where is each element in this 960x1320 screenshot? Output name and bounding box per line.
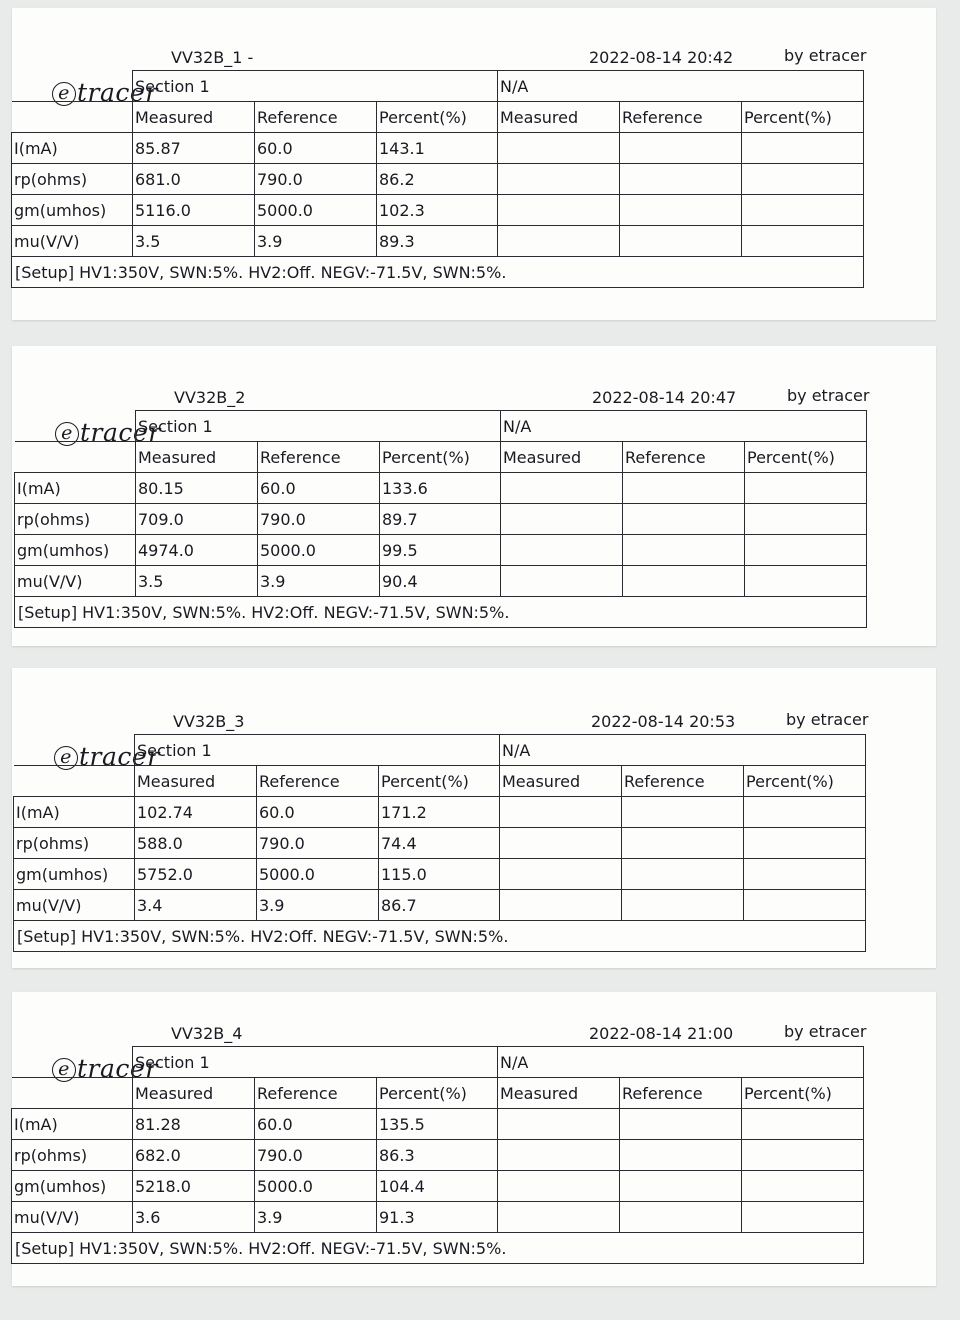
empty-cell [622,890,744,921]
setup-row [14,921,866,952]
column-header: Reference [258,442,380,473]
empty-cell [622,828,744,859]
column-header: Reference [255,1078,377,1109]
empty-cell [501,566,623,597]
table-row [14,797,866,828]
results-table [11,70,864,288]
section-2-label: N/A [500,735,866,766]
empty-cell [742,195,864,226]
empty-cell [620,226,742,257]
logo-cell [15,442,136,473]
logo-cell [12,102,133,133]
column-header: Measured [135,766,257,797]
column-header: Percent(%) [377,1078,498,1109]
reference-value: 60.0 [255,133,377,164]
measured-value: 5752.0 [135,859,257,890]
measured-value: 4974.0 [136,535,258,566]
percent-value: 74.4 [379,828,500,859]
measured-value: 5116.0 [133,195,255,226]
logo-wordmark: tracer [80,418,161,447]
logo-e-mark: e [52,82,76,106]
reference-value: 5000.0 [255,195,377,226]
author-credit: by etracer [784,46,867,65]
test-datetime: 2022-08-14 20:42 [589,48,734,67]
section-2-label: N/A [501,411,867,442]
measured-value: 709.0 [136,504,258,535]
table-row [15,535,867,566]
column-header: Measured [133,102,255,133]
measured-value: 3.4 [135,890,257,921]
logo-wordmark: tracer [77,1054,158,1083]
column-header: Percent(%) [742,1078,864,1109]
table-row [15,504,867,535]
percent-value: 102.3 [377,195,498,226]
reference-value: 60.0 [258,473,380,504]
setup-info: [Setup] HV1:350V, SWN:5%. HV2:Off. NEGV:-71.5V, SWN:5%. [12,257,864,288]
percent-value: 91.3 [377,1202,498,1233]
results-table [11,1046,864,1264]
reference-value: 5000.0 [257,859,379,890]
setup-row [15,597,867,628]
table-row [12,226,864,257]
percent-value: 104.4 [377,1171,498,1202]
empty-cell [500,828,622,859]
measured-value: 3.5 [136,566,258,597]
empty-cell [498,1140,620,1171]
test-datetime: 2022-08-14 20:53 [591,712,736,731]
table-row [12,195,864,226]
column-header-row [12,102,864,133]
empty-cell [620,1202,742,1233]
row-label: gm(umhos) [14,859,135,890]
table-row [12,1140,864,1171]
row-label: I(mA) [12,1109,133,1140]
empty-cell [745,535,867,566]
empty-cell [745,566,867,597]
row-label: mu(V/V) [12,1202,133,1233]
results-table [13,734,866,952]
empty-cell [742,1109,864,1140]
empty-cell [744,890,866,921]
logo-e-mark: e [54,746,78,770]
column-header: Reference [620,1078,742,1109]
empty-cell [498,133,620,164]
logo-cell [12,1047,133,1078]
author-credit: by etracer [784,1022,867,1041]
logo-cell [14,735,135,766]
empty-cell [620,1140,742,1171]
column-header: Measured [498,1078,620,1109]
results-table [14,410,867,628]
section-row [14,735,866,766]
row-label: I(mA) [15,473,136,504]
table-row [12,1109,864,1140]
measured-value: 3.5 [133,226,255,257]
test-datetime: 2022-08-14 21:00 [589,1024,734,1043]
setup-row [12,1233,864,1264]
row-label: rp(ohms) [12,164,133,195]
empty-cell [500,890,622,921]
empty-cell [744,828,866,859]
logo-wordmark: tracer [79,742,160,771]
row-label: gm(umhos) [12,1171,133,1202]
table-row [15,566,867,597]
row-label: gm(umhos) [12,195,133,226]
column-header: Reference [257,766,379,797]
section-row [12,71,864,102]
logo-cell [12,71,133,102]
measured-value: 102.74 [135,797,257,828]
section-row [12,1047,864,1078]
reference-value: 790.0 [257,828,379,859]
empty-cell [742,226,864,257]
reference-value: 5000.0 [255,1171,377,1202]
measured-value: 85.87 [133,133,255,164]
logo-wordmark: tracer [77,78,158,107]
row-label: mu(V/V) [14,890,135,921]
table-row [14,828,866,859]
table-row [15,473,867,504]
row-label: rp(ohms) [15,504,136,535]
column-header: Measured [500,766,622,797]
row-label: mu(V/V) [15,566,136,597]
empty-cell [623,504,745,535]
empty-cell [744,859,866,890]
row-label: gm(umhos) [15,535,136,566]
empty-cell [742,1140,864,1171]
empty-cell [742,1171,864,1202]
percent-value: 86.2 [377,164,498,195]
table-row [12,1202,864,1233]
measured-value: 5218.0 [133,1171,255,1202]
percent-value: 143.1 [377,133,498,164]
empty-cell [498,195,620,226]
measured-value: 588.0 [135,828,257,859]
empty-cell [745,504,867,535]
row-label: rp(ohms) [12,1140,133,1171]
empty-cell [500,859,622,890]
tube-name: VV32B_3 [173,712,245,731]
reference-value: 3.9 [258,566,380,597]
section-2-label: N/A [498,1047,864,1078]
test-datetime: 2022-08-14 20:47 [592,388,737,407]
column-header: Reference [620,102,742,133]
tube-name: VV32B_4 [171,1024,243,1043]
empty-cell [623,473,745,504]
test-slip [12,668,936,968]
empty-cell [620,164,742,195]
empty-cell [501,504,623,535]
table-row [14,859,866,890]
column-header: Percent(%) [377,102,498,133]
reference-value: 790.0 [255,164,377,195]
logo-e-mark: e [55,422,79,446]
empty-cell [620,1109,742,1140]
measured-value: 81.28 [133,1109,255,1140]
column-header: Reference [623,442,745,473]
empty-cell [498,1171,620,1202]
empty-cell [620,133,742,164]
reference-value: 3.9 [255,226,377,257]
empty-cell [620,1171,742,1202]
percent-value: 86.3 [377,1140,498,1171]
column-header-row [14,766,866,797]
column-header: Measured [498,102,620,133]
column-header-row [15,442,867,473]
test-slip [12,992,936,1286]
section-1-label: Section 1 [133,71,498,102]
reference-value: 60.0 [257,797,379,828]
setup-info: [Setup] HV1:350V, SWN:5%. HV2:Off. NEGV:-71.5V, SWN:5%. [12,1233,864,1264]
logo-cell [14,766,135,797]
reference-value: 790.0 [258,504,380,535]
author-credit: by etracer [787,386,870,405]
percent-value: 171.2 [379,797,500,828]
measured-value: 3.6 [133,1202,255,1233]
empty-cell [744,797,866,828]
measured-value: 80.15 [136,473,258,504]
test-slip [12,346,936,646]
empty-cell [622,859,744,890]
row-label: I(mA) [12,133,133,164]
logo-e-mark: e [52,1058,76,1082]
column-header: Percent(%) [742,102,864,133]
column-header: Percent(%) [379,766,500,797]
tube-name: VV32B_2 [174,388,246,407]
empty-cell [498,1202,620,1233]
table-row [12,1171,864,1202]
percent-value: 89.7 [380,504,501,535]
measured-value: 682.0 [133,1140,255,1171]
section-2-label: N/A [498,71,864,102]
author-credit: by etracer [786,710,869,729]
percent-value: 115.0 [379,859,500,890]
section-1-label: Section 1 [136,411,501,442]
test-slip [12,8,936,320]
setup-info: [Setup] HV1:350V, SWN:5%. HV2:Off. NEGV:-71.5V, SWN:5%. [14,921,866,952]
empty-cell [498,1109,620,1140]
empty-cell [498,226,620,257]
column-header-row [12,1078,864,1109]
logo-cell [12,1078,133,1109]
percent-value: 86.7 [379,890,500,921]
section-1-label: Section 1 [135,735,500,766]
logo-cell [15,411,136,442]
setup-row [12,257,864,288]
percent-value: 90.4 [380,566,501,597]
column-header: Reference [622,766,744,797]
column-header: Percent(%) [744,766,866,797]
column-header: Measured [133,1078,255,1109]
table-row [12,164,864,195]
table-row [12,133,864,164]
percent-value: 89.3 [377,226,498,257]
percent-value: 99.5 [380,535,501,566]
empty-cell [745,473,867,504]
column-header: Percent(%) [380,442,501,473]
empty-cell [742,164,864,195]
reference-value: 60.0 [255,1109,377,1140]
row-label: I(mA) [14,797,135,828]
column-header: Measured [136,442,258,473]
row-label: rp(ohms) [14,828,135,859]
empty-cell [500,797,622,828]
reference-value: 3.9 [255,1202,377,1233]
measured-value: 681.0 [133,164,255,195]
column-header: Measured [501,442,623,473]
setup-info: [Setup] HV1:350V, SWN:5%. HV2:Off. NEGV:-71.5V, SWN:5%. [15,597,867,628]
reference-value: 3.9 [257,890,379,921]
empty-cell [742,133,864,164]
empty-cell [622,797,744,828]
tube-name: VV32B_1 - [171,48,254,67]
percent-value: 135.5 [377,1109,498,1140]
empty-cell [623,566,745,597]
column-header: Percent(%) [745,442,867,473]
empty-cell [498,164,620,195]
reference-value: 5000.0 [258,535,380,566]
section-1-label: Section 1 [133,1047,498,1078]
column-header: Reference [255,102,377,133]
empty-cell [623,535,745,566]
percent-value: 133.6 [380,473,501,504]
reference-value: 790.0 [255,1140,377,1171]
table-row [14,890,866,921]
row-label: mu(V/V) [12,226,133,257]
empty-cell [501,473,623,504]
empty-cell [742,1202,864,1233]
empty-cell [620,195,742,226]
section-row [15,411,867,442]
empty-cell [501,535,623,566]
